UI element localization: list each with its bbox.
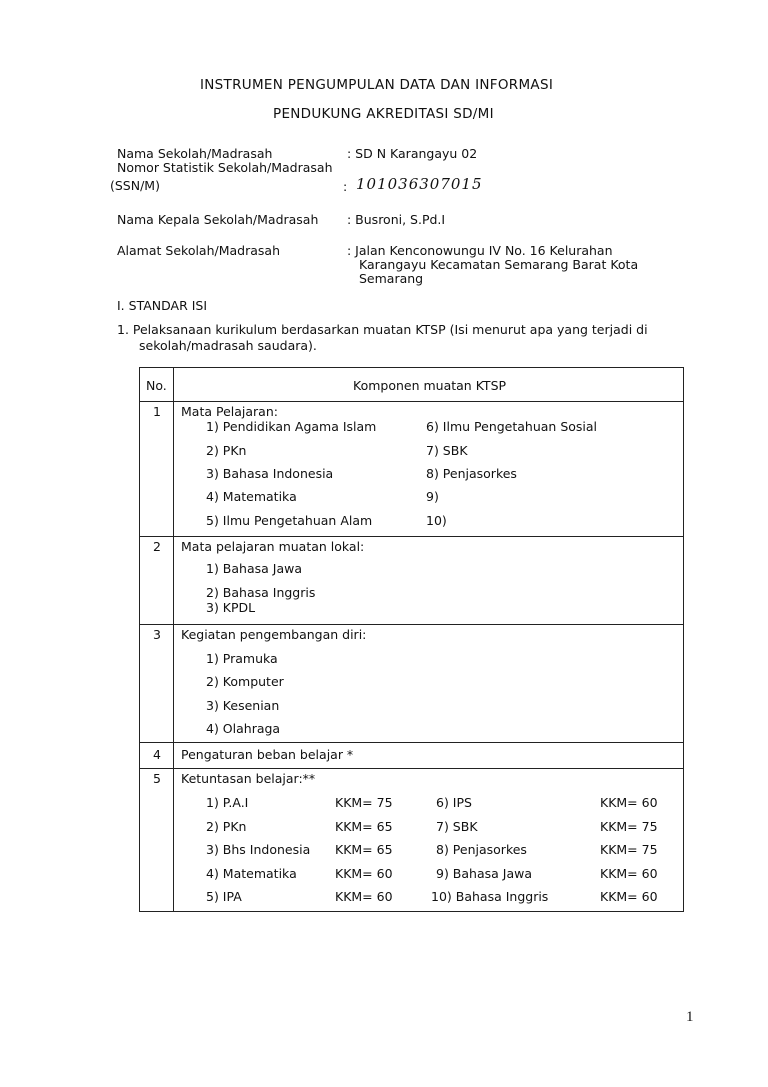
row-number: 3 [153, 627, 161, 642]
kkm-value: KKM= 60 [335, 866, 393, 881]
page-number: 1 [686, 1009, 694, 1025]
kkm-value: KKM= 60 [335, 889, 393, 904]
nss-value: 101036307015 [356, 175, 483, 193]
address-line-1: : Jalan Kenconowungu IV No. 16 Kelurahan [347, 243, 613, 258]
column-divider [173, 367, 174, 912]
list-item: 2) Bahasa Inggris [206, 585, 316, 600]
kkm-value: KKM= 60 [600, 889, 658, 904]
list-item: 9) [426, 489, 439, 504]
kkm-value: KKM= 60 [600, 866, 658, 881]
item1-line-2: sekolah/madrasah saudara). [139, 338, 317, 353]
list-item: 5) Ilmu Pengetahuan Alam [206, 513, 373, 528]
row-title: Ketuntasan belajar:** [181, 771, 316, 786]
list-item: 10) [426, 513, 447, 528]
list-item: 3) Kesenian [206, 698, 280, 713]
address-line-3: Semarang [359, 271, 424, 286]
kkm-value: KKM= 75 [600, 842, 658, 857]
section-heading: I. STANDAR ISI [117, 298, 208, 313]
kkm-subject: 8) Penjasorkes [436, 842, 527, 857]
nss-label-line1: Nomor Statistik Sekolah/Madrasah [117, 160, 333, 175]
col-header-no: No. [146, 378, 167, 393]
list-item: 1) Pramuka [206, 651, 278, 666]
list-item: 3) KPDL [206, 600, 256, 615]
head-label: Nama Kepala Sekolah/Madrasah [117, 212, 319, 227]
kkm-subject: 4) Matematika [206, 866, 297, 881]
address-label: Alamat Sekolah/Madrasah [117, 243, 281, 258]
row-divider [139, 742, 684, 743]
row-number: 2 [153, 539, 161, 554]
row-divider [139, 401, 684, 402]
row-divider [139, 768, 684, 769]
kkm-value: KKM= 65 [335, 819, 393, 834]
kkm-value: KKM= 75 [600, 819, 658, 834]
nss-colon: : [343, 179, 348, 194]
title-line-1: INSTRUMEN PENGUMPULAN DATA DAN INFORMASI [200, 77, 554, 93]
list-item: 2) PKn [206, 443, 247, 458]
nss-label-line2: (SSN/M) [110, 178, 160, 193]
row-number: 1 [153, 404, 161, 419]
kkm-subject: 9) Bahasa Jawa [436, 866, 532, 881]
row-title: Kegiatan pengembangan diri: [181, 627, 367, 642]
list-item: 1) Pendidikan Agama Islam [206, 419, 377, 434]
title-line-2: PENDUKUNG AKREDITASI SD/MI [273, 106, 494, 122]
kkm-subject: 6) IPS [436, 795, 472, 810]
row-divider [139, 536, 684, 537]
kkm-subject: 7) SBK [436, 819, 478, 834]
item1-line-1: 1. Pelaksanaan kurikulum berdasarkan muatan KTSP (Isi menurut apa yang terjadi di [117, 322, 648, 337]
list-item: 1) Bahasa Jawa [206, 561, 302, 576]
row-divider [139, 624, 684, 625]
list-item: 3) Bahasa Indonesia [206, 466, 334, 481]
row-title: Mata Pelajaran: [181, 404, 278, 419]
kkm-subject: 5) IPA [206, 889, 242, 904]
row-number: 4 [153, 747, 161, 762]
school-name-value: : SD N Karangayu 02 [347, 146, 478, 161]
list-item: 2) Komputer [206, 674, 284, 689]
list-item: 8) Penjasorkes [426, 466, 517, 481]
row-title: Mata pelajaran muatan lokal: [181, 539, 365, 554]
kkm-subject: 10) Bahasa Inggris [431, 889, 549, 904]
list-item: 4) Matematika [206, 489, 297, 504]
kkm-subject: 3) Bhs Indonesia [206, 842, 311, 857]
address-line-2: Karangayu Kecamatan Semarang Barat Kota [359, 257, 639, 272]
kkm-subject: 2) PKn [206, 819, 247, 834]
list-item: 6) Ilmu Pengetahuan Sosial [426, 419, 598, 434]
kkm-value: KKM= 60 [600, 795, 658, 810]
head-value: : Busroni, S.Pd.I [347, 212, 446, 227]
col-header-component: Komponen muatan KTSP [353, 378, 507, 393]
school-name-label: Nama Sekolah/Madrasah [117, 146, 273, 161]
kkm-value: KKM= 75 [335, 795, 393, 810]
list-item: 7) SBK [426, 443, 468, 458]
kkm-subject: 1) P.A.I [206, 795, 249, 810]
list-item: 4) Olahraga [206, 721, 281, 736]
row-title: Pengaturan beban belajar * [181, 747, 354, 762]
row-number: 5 [153, 771, 161, 786]
kkm-value: KKM= 65 [335, 842, 393, 857]
